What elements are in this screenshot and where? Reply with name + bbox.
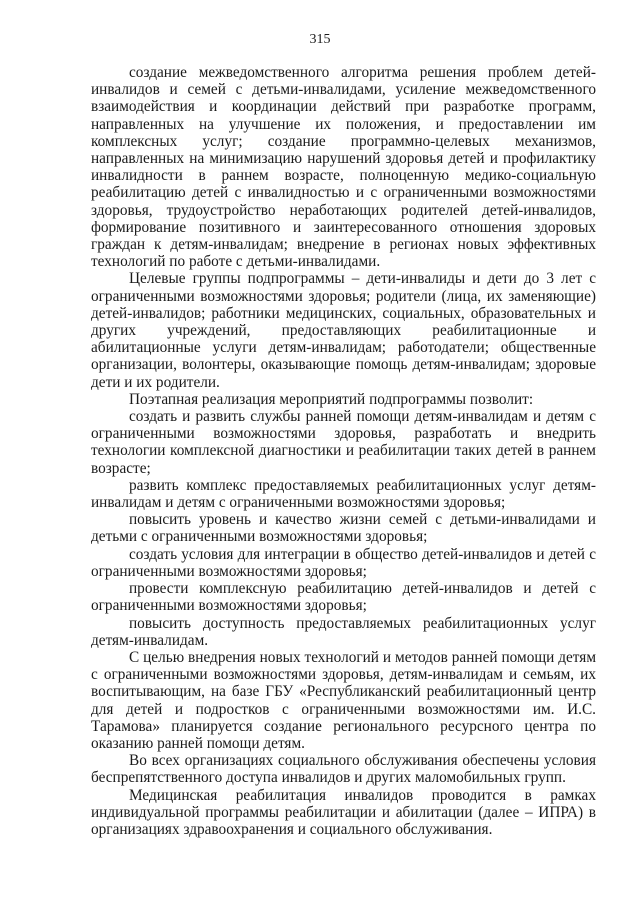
body-text bbox=[91, 64, 596, 838]
paragraph: повысить уровень и качество жизни семей с детьми-инвалидами и детьми с ограниченными возможностями здоровья; bbox=[91, 511, 596, 546]
paragraph: создать условия для интеграции в общество детей-инвалидов и детей с ограниченными возможностями здоровья; bbox=[91, 545, 596, 580]
paragraph: С целью внедрения новых технологий и методов ранней помощи детям с ограниченными возможностями здоровья, детям-инвалидам и семьям, их воспитывающим, на базе ГБУ «Республиканский реабилитационный центр для детей и подростков с ограниченными возможностями им. И.С. Тарамова» планируется создание регионального ресурсного центра по оказанию ранней помощи детям. bbox=[91, 648, 596, 752]
paragraph: создать и развить службы ранней помощи детям-инвалидам и детям с ограниченными возможностями здоровья, разработать и внедрить технологии комплексной диагностики и реабилитации таких детей в раннем возрасте; bbox=[91, 408, 596, 477]
paragraph: повысить доступность предоставляемых реабилитационных услуг детям-инвалидам. bbox=[91, 614, 596, 649]
paragraph: Целевые группы подпрограммы – дети-инвалиды и дети до 3 лет с ограниченными возможностями здоровья; родители (лица, их заменяющие) детей-инвалидов; работники медицинских, социальных, образовательных и других учреждений, предоставляющих реабилитационные и абилитационные услуги детям-инвалидам; работодатели; общественные организации, волонтеры, оказывающие помощь детям-инвалидам; здоровые дети и их родители. bbox=[91, 270, 596, 391]
paragraph: Медицинская реабилитация инвалидов проводится в рамках индивидуальной программы реабилитации и абилитации (далее – ИПРА) в организациях здравоохранения и социального обслуживания. bbox=[91, 786, 596, 838]
paragraph: создание межведомственного алгоритма решения проблем детей-инвалидов и семей с детьми-инвалидами, усиление межведомственного взаимодействия и координации действий при разработке программ, направленных на улучшение их положения, и предоставлении им комплексных услуг; создание программно-целевых механизмов, направленных на минимизацию нарушений здоровья детей и профилактику инвалидности в раннем возрасте, полноценную медико-социальную реабилитацию детей с инвалидностью и с ограниченными возможностями здоровья, трудоустройство неработающих родителей детей-инвалидов, формирование позитивного и заинтересованного отношения здоровых граждан к детям-инвалидам; внедрение в регионах новых эффективных технологий по работе с детьми-инвалидами. bbox=[91, 64, 596, 271]
paragraph: Поэтапная реализация мероприятий подпрограммы позволит: bbox=[129, 390, 534, 408]
paragraph: Во всех организациях социального обслуживания обеспечены условия беспрепятственного доступа инвалидов и других маломобильных групп. bbox=[91, 752, 596, 787]
paragraph: провести комплексную реабилитацию детей-инвалидов и детей с ограниченными возможностями здоровья; bbox=[91, 580, 596, 615]
paragraph: развить комплекс предоставляемых реабилитационных услуг детям-инвалидам и детям с ограниченными возможностями здоровья; bbox=[91, 476, 596, 512]
page-number: 315 bbox=[309, 32, 331, 47]
